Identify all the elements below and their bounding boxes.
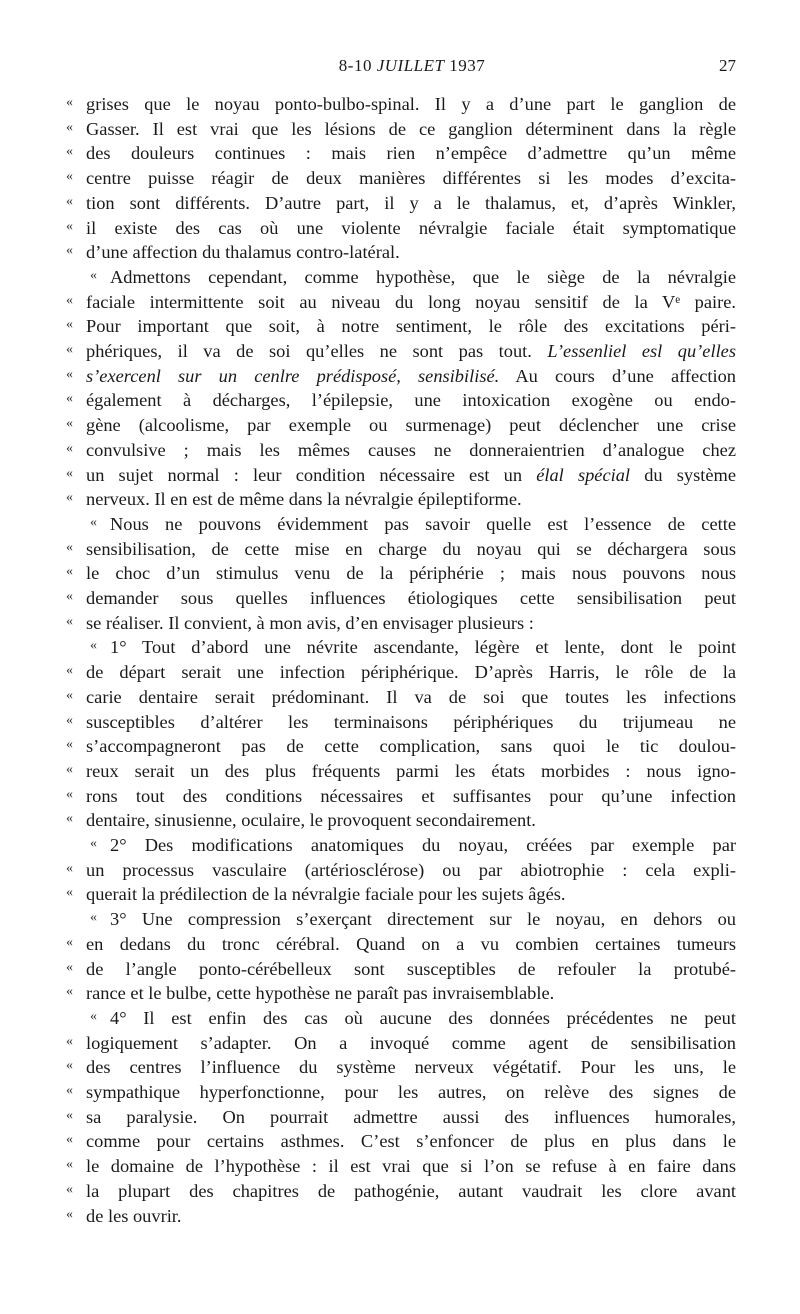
text-line <box>0 932 800 957</box>
text-segment: des centres l’influence du système nerveux végétatif. Pour les uns, le <box>86 1057 736 1078</box>
text-segment: se réaliser. Il convient, à mon avis, d’en envisager plusieurs : <box>86 612 534 633</box>
quote-mark: « <box>66 712 73 728</box>
text-line <box>0 166 800 191</box>
line-text <box>86 1129 736 1154</box>
text-line <box>0 141 800 166</box>
quote-mark: « <box>66 539 73 555</box>
text-segment: un processus vasculaire (artériosclérose) ou par abiotrophie : cela expli- <box>86 859 736 880</box>
line-text <box>110 265 736 290</box>
text-segment: nerveux. Il en est de même dans la névralgie épileptiforme. <box>86 489 522 510</box>
text-line <box>0 265 800 290</box>
text-segment: s’accompagneront pas de cette complication, sans quoi le tic doulou- <box>86 736 736 757</box>
text-segment: susceptibles d’altérer les terminaisons périphériques du trijumeau ne <box>86 711 736 732</box>
text-line <box>0 1179 800 1204</box>
text-segment: Pour important que soit, à notre sentiment, le rôle des excitations péri- <box>86 316 736 337</box>
text-segment: grises que le noyau ponto-bulbo-spinal. Il y a d’une part le ganglion de <box>86 94 736 114</box>
text-segment: rance et le bulbe, cette hypothèse ne paraît pas invraisemblable. <box>86 983 555 1004</box>
line-text <box>86 191 736 216</box>
text-line <box>0 784 800 809</box>
line-text <box>86 413 736 438</box>
quote-mark: « <box>90 1008 97 1024</box>
quote-mark: « <box>66 292 73 308</box>
line-text <box>86 92 736 117</box>
running-header <box>88 56 736 80</box>
header-month: JUILLET <box>376 56 445 75</box>
line-text <box>110 833 736 858</box>
text-line <box>0 1154 800 1179</box>
text-segment: phériques, il va de soi qu’elles ne sont pas tout. <box>86 341 548 361</box>
line-text <box>86 388 736 413</box>
text-line <box>0 1031 800 1056</box>
quote-mark: « <box>66 885 73 901</box>
text-line <box>0 882 800 907</box>
quote-mark: « <box>66 1033 73 1049</box>
quote-mark: « <box>66 218 73 234</box>
quote-mark: « <box>66 366 73 382</box>
line-text <box>86 141 736 166</box>
text-segment: Au cours d’une affection <box>499 365 736 386</box>
line-text <box>86 117 736 142</box>
quote-mark: « <box>66 860 73 876</box>
quote-mark: « <box>66 416 73 432</box>
quote-mark: « <box>66 589 73 604</box>
line-text <box>86 339 736 364</box>
quote-mark: « <box>66 737 73 753</box>
quote-mark: « <box>66 169 73 185</box>
quote-mark: « <box>66 465 73 481</box>
text-segment: comme pour certains asthmes. C’est s’enfoncer de plus en plus dans le <box>86 1131 736 1152</box>
text-segment: un sujet normal : leur condition nécessaire est un <box>86 464 537 485</box>
text-line <box>0 117 800 142</box>
text-line <box>0 561 800 586</box>
quote-mark: « <box>90 638 97 654</box>
line-text <box>110 1006 736 1031</box>
line-text <box>86 290 736 315</box>
text-line <box>0 808 800 833</box>
line-text <box>86 1154 736 1179</box>
header-year: 1937 <box>444 56 486 75</box>
text-line <box>0 635 800 660</box>
text-segment: sensibilisation, de cette mise en charge du noyau qui se déchargera sous <box>86 538 736 559</box>
line-text <box>86 1055 736 1080</box>
line-text <box>86 166 736 191</box>
quote-mark: « <box>66 663 73 679</box>
quote-mark: « <box>66 1107 73 1123</box>
text-line <box>0 413 800 438</box>
quote-mark: « <box>90 514 97 530</box>
text-line <box>0 907 800 932</box>
line-text <box>86 314 736 339</box>
quote-mark: « <box>66 564 73 580</box>
quote-mark: « <box>66 119 73 135</box>
text-segment: 4° Il est enfin des cas où aucune des données précédentes ne peut <box>110 1007 736 1028</box>
line-text <box>86 438 736 463</box>
text-line <box>0 364 800 389</box>
text-line <box>0 858 800 883</box>
text-line <box>0 388 800 413</box>
line-text <box>86 537 736 562</box>
line-text <box>86 1080 736 1105</box>
line-text <box>86 957 736 982</box>
text-segment: dentaire, sinusienne, oculaire, le provoquent secondairement. <box>86 810 536 831</box>
text-segment: 1° Tout d’abord une névrite ascendante, légère et lente, dont le point <box>110 637 736 658</box>
line-text <box>86 240 736 265</box>
line-text <box>86 364 736 389</box>
text-segment: de les ouvrir. <box>86 1205 182 1226</box>
line-text <box>86 586 736 611</box>
text-line <box>0 537 800 562</box>
text-line <box>0 1006 800 1031</box>
line-text <box>86 561 736 586</box>
quote-mark: « <box>90 836 97 851</box>
text-segment: il existe des cas où une violente névralgie faciale était symptomatique <box>86 217 736 238</box>
text-segment: 2° Des modifications anatomiques du noyau, créées par exemple par <box>110 835 736 855</box>
text-line <box>0 1129 800 1154</box>
italic-text: L’essenliel esl qu’elles <box>547 341 736 361</box>
text-segment: gène (alcoolisme, par exemple ou surmenage) peut déclencher une crise <box>86 415 736 436</box>
text-segment: sympathique hyperfonctionne, pour les autres, on relève des signes de <box>86 1082 736 1102</box>
quote-mark: « <box>66 243 73 259</box>
quote-mark: « <box>66 934 73 950</box>
quote-mark: « <box>66 391 73 407</box>
text-line <box>0 438 800 463</box>
line-text <box>86 710 736 735</box>
text-segment: de départ serait une infection périphérique. D’après Harris, le rôle de la <box>86 662 736 683</box>
quote-mark: « <box>66 440 73 456</box>
quote-mark: « <box>66 1181 73 1197</box>
line-text <box>86 487 736 512</box>
italic-text: s’exercenl sur un cenlre prédisposé, sensibilisé. <box>86 365 500 386</box>
quote-mark: « <box>66 144 73 160</box>
header-title <box>88 56 736 76</box>
quote-mark: « <box>66 786 73 802</box>
line-text <box>86 1179 736 1204</box>
text-line <box>0 240 800 265</box>
quote-mark: « <box>66 490 73 506</box>
text-segment: reux serait un des plus fréquents parmi les états morbides : nous igno- <box>86 760 736 781</box>
text-line <box>0 463 800 488</box>
text-line <box>0 1105 800 1130</box>
quote-mark: « <box>66 761 73 777</box>
text-line <box>0 611 800 636</box>
text-line <box>0 487 800 512</box>
text-segment: le domaine de l’hypothèse : il est vrai que si l’on se refuse à en faire dans <box>86 1156 736 1177</box>
line-text <box>86 1031 736 1056</box>
text-segment: également à décharges, l’épilepsie, une intoxication exogène ou endo- <box>86 390 736 411</box>
text-segment: 3° Une compression s’exerçant directement sur le noyau, en dehors ou <box>110 909 736 930</box>
quote-mark: « <box>66 687 73 703</box>
quote-mark: « <box>90 910 97 926</box>
line-text <box>86 1204 736 1229</box>
line-text <box>110 907 736 932</box>
quote-mark: « <box>66 1206 73 1222</box>
text-line <box>0 759 800 784</box>
quote-mark: « <box>66 1157 73 1173</box>
text-segment: des douleurs continues : mais rien n’empêce d’admettre qu’un même <box>86 143 736 164</box>
header-date: 8-10 <box>338 56 377 75</box>
line-text <box>110 635 736 660</box>
line-text <box>86 611 736 636</box>
text-segment: carie dentaire serait prédominant. Il va de soi que toutes les infections <box>86 686 736 707</box>
text-segment: le choc d’un stimulus venu de la périphérie ; mais nous pouvons nous <box>86 563 736 584</box>
text-line <box>0 1080 800 1105</box>
text-segment: la plupart des chapitres de pathogénie, autant vaudrait les clore avant <box>86 1180 736 1201</box>
text-segment: de l’angle ponto-cérébelleux sont susceptibles de refouler la protubé- <box>86 958 736 979</box>
quote-mark: « <box>66 317 73 333</box>
text-segment: Nous ne pouvons évidemment pas savoir quelle est l’essence de cette <box>110 513 736 534</box>
quote-mark: « <box>66 1132 73 1148</box>
quote-mark: « <box>66 342 73 357</box>
line-text <box>86 216 736 241</box>
text-segment: Gasser. Il est vrai que les lésions de ce ganglion déterminent dans la règle <box>86 118 736 139</box>
quote-mark: « <box>90 267 97 283</box>
text-segment: demander sous quelles influences étiologiques cette sensibilisation peut <box>86 588 736 608</box>
text-line <box>0 734 800 759</box>
line-text <box>86 882 736 907</box>
line-text <box>86 759 736 784</box>
line-text <box>86 734 736 759</box>
text-segment: tion sont différents. D’autre part, il y a le thalamus, et, d’après Winkler, <box>86 192 736 213</box>
text-line <box>0 1055 800 1080</box>
text-line <box>0 339 800 364</box>
text-segment: logiquement s’adapter. On a invoqué comme agent de sensibilisation <box>86 1032 736 1053</box>
line-text <box>86 858 736 883</box>
quote-mark: « <box>66 613 73 629</box>
line-text <box>86 808 736 833</box>
line-text <box>86 660 736 685</box>
text-segment: querait la prédilection de la névralgie faciale pour les sujets âgés. <box>86 884 566 905</box>
text-line <box>0 710 800 735</box>
text-line <box>0 685 800 710</box>
text-segment: centre puisse réagir de deux manières différentes si les modes d’excita- <box>86 168 736 189</box>
quote-mark: « <box>66 811 73 827</box>
text-line <box>0 191 800 216</box>
text-line <box>0 92 800 117</box>
quote-mark: « <box>66 959 73 975</box>
text-line <box>0 314 800 339</box>
text-segment: en dedans du tronc cérébral. Quand on a vu combien certaines tumeurs <box>86 933 736 954</box>
line-text <box>86 932 736 957</box>
text-line <box>0 512 800 537</box>
text-line <box>0 586 800 611</box>
line-text <box>86 784 736 809</box>
text-line <box>0 1204 800 1229</box>
page-number: 27 <box>719 56 736 75</box>
text-segment: faciale intermittente soit au niveau du long noyau sensitif de la Vᵉ paire. <box>86 291 736 312</box>
text-segment: sa paralysie. On pourrait admettre aussi des influences humorales, <box>86 1106 736 1127</box>
text-line <box>0 290 800 315</box>
text-line <box>0 660 800 685</box>
quote-mark: « <box>66 1083 73 1098</box>
quote-mark: « <box>66 1058 73 1074</box>
line-text <box>86 1105 736 1130</box>
text-line <box>0 216 800 241</box>
text-line <box>0 833 800 858</box>
quote-mark: « <box>66 193 73 209</box>
line-text <box>86 463 736 488</box>
text-segment: du système <box>630 464 736 485</box>
text-segment: rons tout des conditions nécessaires et suffisantes pour qu’une infection <box>86 785 736 806</box>
line-text <box>110 512 736 537</box>
line-text <box>86 981 736 1006</box>
quote-mark: « <box>66 984 73 1000</box>
quote-mark: « <box>66 95 73 110</box>
text-segment: convulsive ; mais les mêmes causes ne donneraientrien d’analogue chez <box>86 439 736 460</box>
text-line <box>0 957 800 982</box>
text-segment: Admettons cependant, comme hypothèse, que le siège de la névralgie <box>110 266 736 287</box>
text-segment: d’une affection du thalamus contro-latéral. <box>86 242 400 263</box>
text-line <box>0 981 800 1006</box>
line-text <box>86 685 736 710</box>
italic-text: élal spécial <box>536 464 631 485</box>
